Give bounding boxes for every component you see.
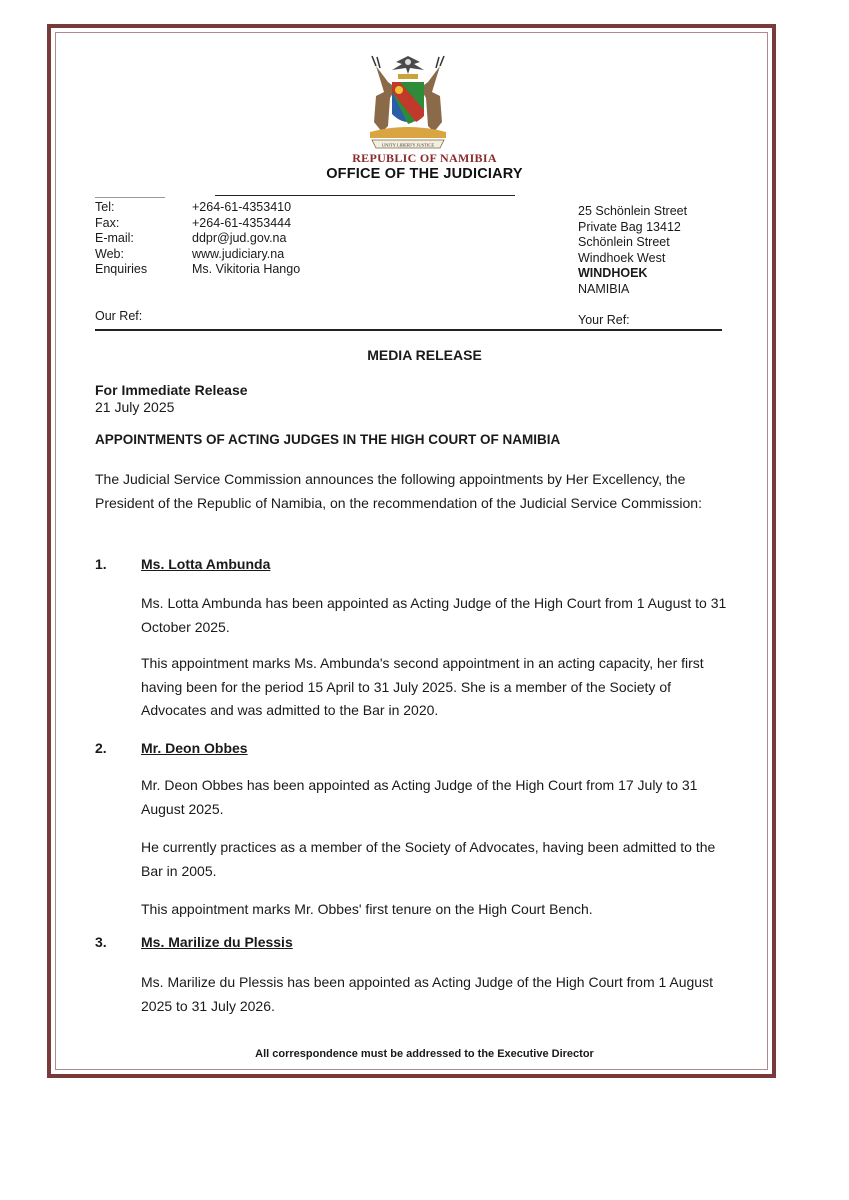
appointment-paragraph: He currently practices as a member of the Society of Advocates, having been admitted to the Bar in 2005. <box>141 839 716 879</box>
address-city: WINDHOEK <box>578 266 648 280</box>
intro-paragraph: The Judicial Service Commission announces the following appointments by Her Excellency, the President of the Republic of Namibia, on the recommendation of the Judicial Service Commission: <box>95 471 702 511</box>
footer-note: All correspondence must be addressed to the Executive Director <box>255 1048 594 1060</box>
email-label: E-mail: <box>95 231 134 245</box>
coat-of-arms-icon <box>362 52 454 152</box>
republic-label: REPUBLIC OF NAMIBIA <box>352 151 497 165</box>
release-meta <box>95 382 248 416</box>
email-value: ddpr@jud.gov.na <box>192 231 287 245</box>
contact-values <box>192 200 300 278</box>
appointee-name: Ms. Lotta Ambunda <box>141 556 271 572</box>
header-rule-short <box>95 197 165 198</box>
office-title: OFFICE OF THE JUDICIARY <box>326 166 523 182</box>
immediate-release-label: For Immediate Release <box>95 382 248 398</box>
address-line: Windhoek West <box>578 250 666 265</box>
release-date: 21 July 2025 <box>95 399 175 415</box>
address-line: Private Bag 13412 <box>578 219 681 234</box>
header-rule <box>215 195 515 196</box>
item-number: 3. <box>95 934 107 950</box>
appointment-paragraph: This appointment marks Mr. Obbes' first tenure on the High Court Bench. <box>141 901 593 917</box>
fax-label: Fax: <box>95 215 120 230</box>
media-release-heading: MEDIA RELEASE <box>367 347 482 363</box>
item-number: 2. <box>95 740 107 756</box>
appointee-name: Mr. Deon Obbes <box>141 740 248 756</box>
address-country: NAMIBIA <box>578 281 630 296</box>
address-block <box>578 204 687 297</box>
fax-value: +264-61-4353444 <box>192 215 292 230</box>
web-value: www.judiciary.na <box>192 246 285 261</box>
appointment-paragraph: This appointment marks Ms. Ambunda's second appointment in an acting capacity, her first having been for the period 15 April to 31 July 2025. She is a member of the Society of Advocates and was admitted to the Bar in 2020. <box>141 655 704 718</box>
enquiries-label: Enquiries <box>95 262 148 276</box>
item-number: 1. <box>95 556 107 572</box>
address-line: 25 Schönlein Street <box>578 204 688 218</box>
your-ref-label: Your Ref: <box>578 313 630 327</box>
web-label: Web: <box>95 246 124 261</box>
appointee-name: Ms. Marilize du Plessis <box>141 934 293 950</box>
appointment-paragraph: Mr. Deon Obbes has been appointed as Acting Judge of the High Court from 17 July to 31 August 2025. <box>141 777 698 817</box>
tel-value: +264-61-4353410 <box>192 200 292 214</box>
appointment-paragraph: Ms. Lotta Ambunda has been appointed as Acting Judge of the High Court from 1 August to 31 October 2025. <box>141 595 727 635</box>
enquiries-value: Ms. Vikitoria Hango <box>192 262 301 276</box>
svg-text:UNITY LIBERTY JUSTICE: UNITY LIBERTY JUSTICE <box>381 142 435 148</box>
appointment-paragraph: Ms. Marilize du Plessis has been appointed as Acting Judge of the High Court from 1 August 2025 to 31 July 2026. <box>141 974 713 1014</box>
our-ref-label: Our Ref: <box>95 309 143 323</box>
tel-label: Tel: <box>95 200 115 214</box>
ref-rule <box>95 329 722 331</box>
contact-labels <box>95 200 147 278</box>
release-title: APPOINTMENTS OF ACTING JUDGES IN THE HIGH COURT OF NAMIBIA <box>95 432 561 447</box>
address-line: Schönlein Street <box>578 235 670 249</box>
